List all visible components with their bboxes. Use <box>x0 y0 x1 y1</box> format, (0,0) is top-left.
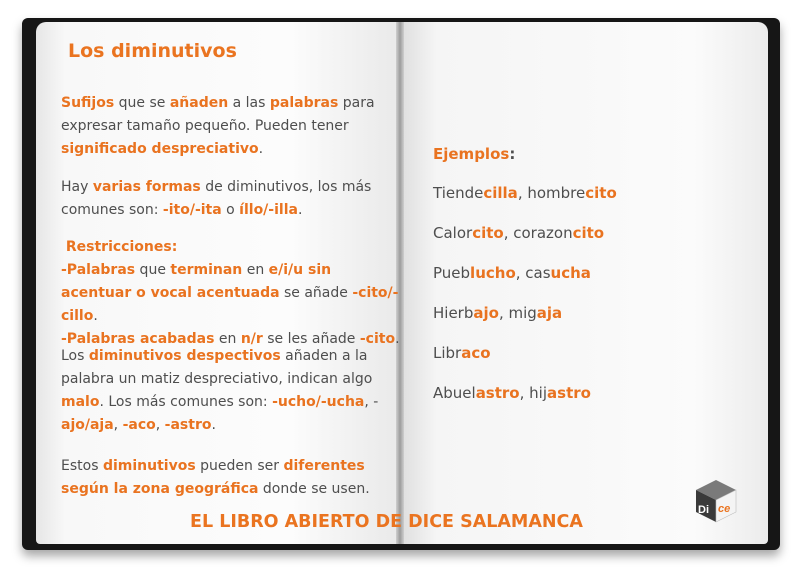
right-page <box>400 22 768 544</box>
example-item: Pueblucho, casucha <box>433 264 591 282</box>
example-item: Tiendecilla, hombrecito <box>433 184 617 202</box>
dice-logo <box>693 478 739 524</box>
restricciones-heading: Restricciones: <box>61 239 178 255</box>
paragraph-restricciones: Restricciones: -Palabras que terminan en e/i/u sin acentuar o vocal acentuada se añade -cito/-cillo. -Palabras acabadas en n/r se les añade -cito. <box>61 239 400 347</box>
example-item: Hierbajo, migaja <box>433 304 563 322</box>
paragraph-formas: Hay varias formas de diminutivos, los más comunes son: -ito/-ita o íllo/-illa. <box>61 179 372 218</box>
paragraph-sufijos: Sufijos que se añaden a las palabras para expresar tamaño pequeño. Pueden tener significado despreciativo. <box>61 95 375 157</box>
logo-text-di: Di <box>698 504 709 516</box>
paragraph-despectivos: Los diminutivos despectivos añaden a la palabra un matiz despreciativo, indican algo malo. Los más comunes son: -ucho/-ucha, -ajo/aja, -aco, -astro. <box>61 348 379 433</box>
example-item: Libraco <box>433 344 491 362</box>
example-item: Abuelastro, hijastro <box>433 384 591 402</box>
logo-text-ce: ce <box>718 503 731 515</box>
footer-title: EL LIBRO ABIERTO DE DICE SALAMANCA <box>190 512 583 532</box>
paragraph-zona: Estos diminutivos pueden ser diferentes según la zona geográfica donde se usen. <box>61 458 370 497</box>
page-title: Los diminutivos <box>68 40 237 62</box>
examples-heading: Ejemplos: <box>433 145 516 163</box>
example-item: Calorcito, corazoncito <box>433 224 605 242</box>
